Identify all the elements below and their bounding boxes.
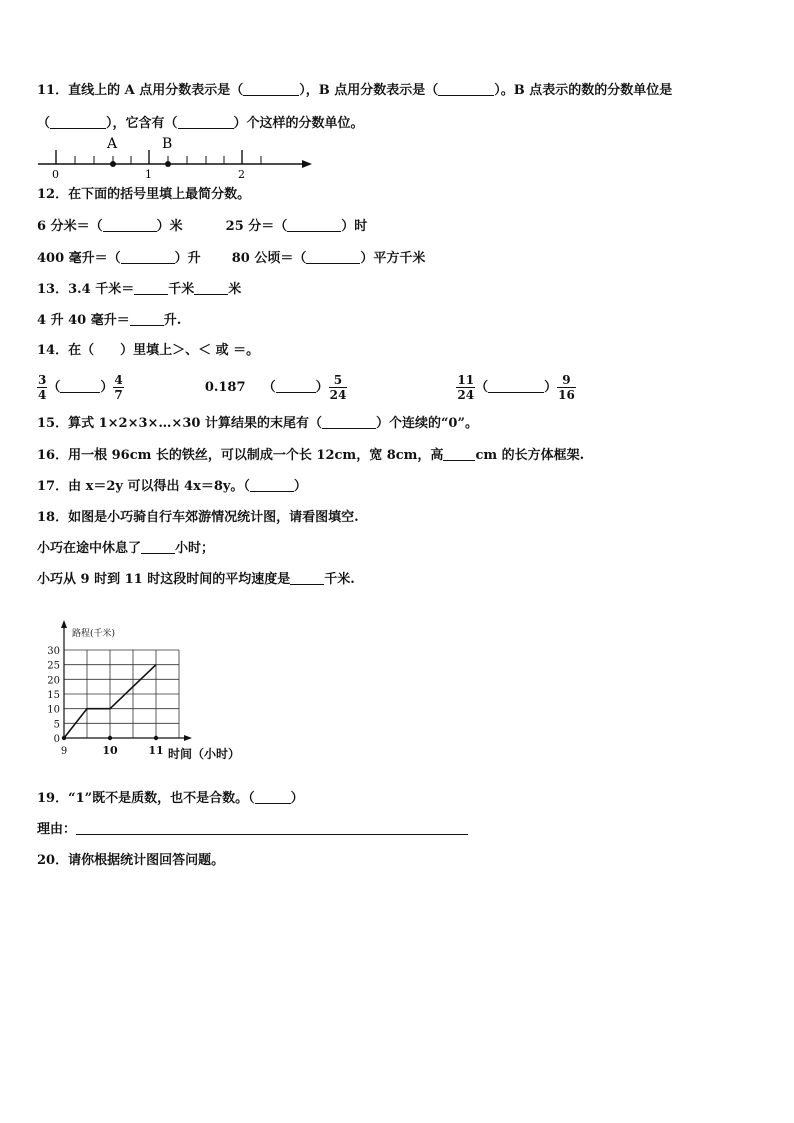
q14-paren-close-1: ） bbox=[100, 380, 114, 395]
q18-line2 bbox=[37, 571, 355, 589]
q12-r1b-post: ）时 bbox=[341, 219, 368, 234]
q19-reason-blank[interactable] bbox=[76, 821, 468, 835]
q12-r2a-post: ）升 bbox=[174, 251, 201, 266]
q18-title: 18．如图是小巧骑自行车郊游情况统计图，请看图填空. bbox=[37, 510, 359, 525]
x-tick-dot bbox=[108, 736, 112, 740]
y-tick-label: 15 bbox=[47, 690, 60, 701]
q12-r1a-pre: 6 分米＝（ bbox=[37, 219, 103, 234]
q14-paren-open-1: （ bbox=[47, 380, 61, 395]
x-tick-dot bbox=[154, 736, 158, 740]
point-a-label: A bbox=[107, 136, 118, 152]
y-tick-label: 20 bbox=[47, 675, 60, 687]
q11-text-e: ），它含有（ bbox=[106, 116, 178, 131]
q17-line bbox=[37, 478, 307, 496]
q14-blank-2[interactable] bbox=[276, 379, 316, 393]
q15-text-a: 15．算式 1×2×3×…×30 计算结果的末尾有（ bbox=[37, 416, 322, 431]
q14-paren-open-2: （ bbox=[262, 380, 276, 395]
q19-reason-line bbox=[37, 821, 468, 839]
tick-label-1: 1 bbox=[145, 168, 152, 180]
q12-r2a-pre: 400 毫升＝（ bbox=[37, 251, 121, 266]
y-tick-label: 5 bbox=[53, 719, 60, 731]
q13-line2 bbox=[37, 312, 181, 330]
q11-text-a: 直线上的 A 点用分数表示是（ bbox=[68, 83, 244, 98]
q14-blank-1[interactable] bbox=[60, 379, 100, 393]
point-b-label: B bbox=[162, 136, 173, 152]
q14-paren-close-3: ） bbox=[544, 380, 558, 395]
q12-blank-3[interactable] bbox=[121, 250, 175, 264]
q14-decimal: 0.187 bbox=[204, 380, 246, 395]
q12-r2b-pre: 80 公顷＝（ bbox=[231, 251, 307, 266]
point-a bbox=[110, 161, 116, 167]
q16-text-a: 16．用一根 96cm 长的铁丝，可以制成一个长 12cm，宽 8cm，高 bbox=[37, 448, 444, 463]
distance-time-chart bbox=[38, 612, 278, 768]
q15-blank[interactable] bbox=[322, 415, 376, 429]
q17-text-a: 17．由 x＝2y 可以得出 4x＝8y。（ bbox=[37, 479, 250, 494]
q13-text-c: 米 bbox=[228, 282, 242, 297]
q18-blank-2[interactable] bbox=[290, 571, 324, 585]
q11-text-f: ）个这样的分数单位。 bbox=[233, 116, 364, 131]
q12-row1 bbox=[37, 218, 367, 236]
q12-title: 12．在下面的括号里填上最简分数。 bbox=[37, 187, 251, 202]
q12-r1a-post: ）米 bbox=[156, 219, 183, 234]
tick-label-0: 0 bbox=[52, 168, 59, 180]
q18-text-d: 千米. bbox=[324, 572, 355, 587]
q11-blank-c[interactable] bbox=[50, 115, 106, 129]
q14-blank-3[interactable] bbox=[488, 379, 544, 393]
q20-title: 20．请你根据统计图回答问题。 bbox=[37, 853, 225, 868]
q16-text-b: cm 的长方体框架. bbox=[475, 448, 585, 463]
q14-frac-2b: $\frac{5}{24}$ bbox=[329, 373, 347, 402]
x-tick-label: 9 bbox=[60, 746, 68, 757]
x-tick-label: 10 bbox=[102, 744, 118, 757]
q14-frac-1b: $\frac{4}{7}$ bbox=[114, 373, 123, 402]
q14-row bbox=[37, 372, 576, 404]
x-tick-label: 11 bbox=[148, 744, 164, 757]
q11-blank-b[interactable] bbox=[438, 82, 494, 96]
q19-reason-label: 理由： bbox=[37, 822, 77, 837]
q19-text-a: 19．“1”既不是质数，也不是合数。（ bbox=[37, 791, 255, 806]
q14-paren-open-3: （ bbox=[475, 380, 489, 395]
q13-blank-3[interactable] bbox=[130, 312, 164, 326]
q19-blank[interactable] bbox=[255, 790, 291, 804]
q17-blank[interactable] bbox=[250, 478, 294, 492]
q17-text-b: ） bbox=[293, 479, 307, 494]
q16-blank[interactable] bbox=[443, 447, 475, 461]
q13-blank-2[interactable] bbox=[194, 281, 228, 295]
q19-text-b: ） bbox=[290, 791, 304, 806]
q18-text-c: 小巧从 9 时到 11 时这段时间的平均速度是 bbox=[37, 572, 291, 587]
x-axis-label: 时间（小时） bbox=[168, 747, 241, 761]
q11-blank-d[interactable] bbox=[178, 115, 234, 129]
number-line-arrow bbox=[302, 160, 312, 168]
point-b bbox=[165, 161, 171, 167]
q11-text-b: ），B 点用分数表示是（ bbox=[299, 83, 439, 98]
q12-r1b-pre: 25 分＝（ bbox=[225, 219, 288, 234]
q12-blank-4[interactable] bbox=[306, 250, 360, 264]
q14-frac-1a: $\frac{3}{4}$ bbox=[38, 373, 47, 402]
q18-blank-1[interactable] bbox=[141, 540, 175, 554]
q13-text-e: 升. bbox=[163, 313, 182, 328]
q19-line bbox=[37, 790, 304, 808]
y-tick-label: 10 bbox=[47, 704, 60, 716]
q12-r2b-post: ）平方千米 bbox=[360, 251, 426, 266]
q12-blank-1[interactable] bbox=[103, 218, 157, 232]
q16-line bbox=[37, 447, 584, 465]
q11-line2 bbox=[37, 115, 364, 133]
x-axis-arrow bbox=[184, 735, 192, 741]
q14-title: 14．在（ ）里填上＞、＜ 或 ＝。 bbox=[37, 343, 260, 358]
tick-label-2: 2 bbox=[238, 168, 245, 180]
y-axis-arrow bbox=[61, 620, 67, 628]
q12-row2 bbox=[37, 250, 425, 268]
q11-text-d: （ bbox=[37, 116, 51, 131]
q15-line bbox=[37, 415, 478, 433]
q14-frac-3b: $\frac{9}{16}$ bbox=[558, 373, 575, 402]
number-line-ticks bbox=[56, 150, 261, 164]
q13-text-a: 13．3.4 千米＝ bbox=[37, 282, 135, 297]
q15-text-b: ）个连续的“0”。 bbox=[375, 416, 478, 431]
q11-blank-a[interactable] bbox=[243, 82, 299, 96]
q18-text-b: 小时； bbox=[175, 541, 215, 556]
q13-blank-1[interactable] bbox=[134, 281, 168, 295]
y-tick-label: 25 bbox=[47, 660, 60, 672]
q14-frac-3a: $\frac{11}{24}$ bbox=[457, 373, 475, 402]
q13-text-b: 千米 bbox=[168, 282, 195, 297]
q13-line1 bbox=[37, 281, 241, 299]
q18-line1 bbox=[37, 540, 214, 558]
y-tick-label: 30 bbox=[47, 646, 60, 657]
q11-line1 bbox=[37, 82, 672, 100]
q13-text-d: 4 升 40 毫升＝ bbox=[37, 313, 130, 328]
y-axis-label: 路程(千米) bbox=[72, 629, 116, 639]
q14-paren-close-2: ） bbox=[315, 380, 329, 395]
q11-number: 11． bbox=[37, 83, 69, 98]
number-line bbox=[30, 134, 320, 180]
q11-text-c: ）。B 点表示的数的分数单位是 bbox=[494, 83, 673, 98]
q18-text-a: 小巧在途中休息了 bbox=[37, 541, 142, 556]
y-tick-label: 0 bbox=[53, 734, 60, 745]
q12-blank-2[interactable] bbox=[287, 218, 341, 232]
